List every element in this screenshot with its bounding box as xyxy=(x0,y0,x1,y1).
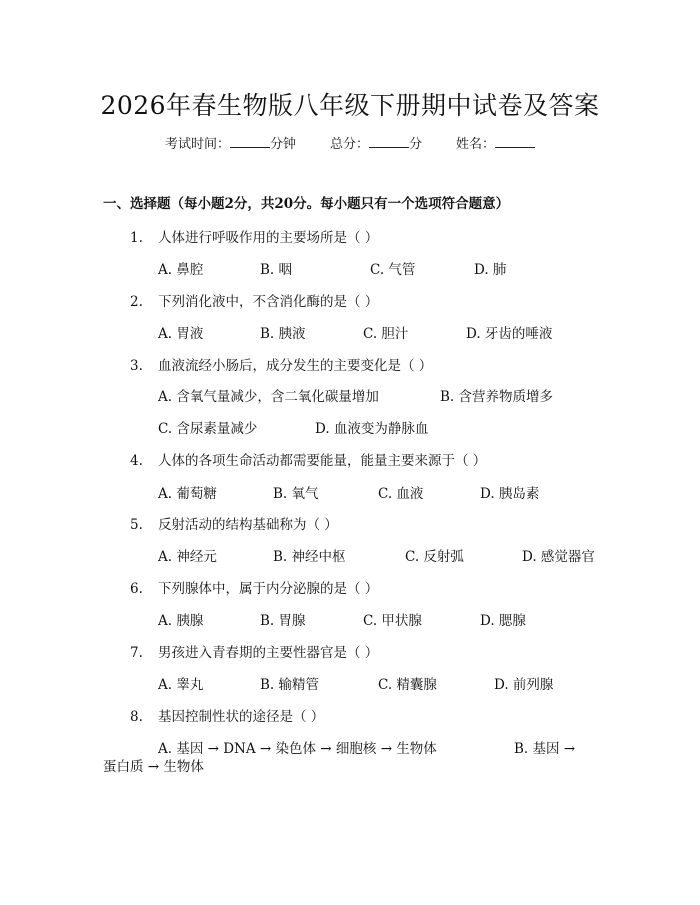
question-4 xyxy=(130,449,486,469)
question-8 xyxy=(130,705,324,725)
score-label: 总分： xyxy=(329,137,369,152)
option-a: A. 睾丸 xyxy=(158,677,204,693)
page-title: 2026年春生物版八年级下册期中试卷及答案 xyxy=(100,91,600,120)
option-d: D. 胰岛素 xyxy=(480,486,540,502)
question-text: 基因控制性状的途径是（ ） xyxy=(158,709,325,725)
question-text: 反射活动的结构基础称为（ ） xyxy=(158,517,338,533)
option-c: C. 血液 xyxy=(378,486,424,502)
exam-meta-line xyxy=(0,133,700,152)
option-d: D. 感觉器官 xyxy=(522,549,595,565)
name-blank xyxy=(495,135,535,148)
option-a: A. 神经元 xyxy=(158,549,217,565)
option-a: A. 胰腺 xyxy=(158,613,204,629)
question-number: 6. xyxy=(130,581,143,597)
option-b: B. 输精管 xyxy=(260,677,320,693)
option-c: C. 精囊腺 xyxy=(378,677,437,693)
option-c: C. 气管 xyxy=(370,262,416,278)
option-b: B. 胃腺 xyxy=(260,613,306,629)
question-text: 人体进行呼吸作用的主要场所是（ ） xyxy=(158,230,379,246)
option-a: A. 胃液 xyxy=(158,326,204,342)
option-d: D. 肺 xyxy=(474,262,507,278)
option-a: A. 鼻腔 xyxy=(158,262,204,278)
time-unit: 分钟 xyxy=(269,137,296,152)
question-7 xyxy=(130,641,378,661)
option-c: C. 胆汁 xyxy=(363,326,409,342)
option-b: B. 胰液 xyxy=(260,326,306,342)
option-b: B. 含营养物质增多 xyxy=(440,389,554,405)
score-blank xyxy=(369,135,409,148)
question-number: 7. xyxy=(130,645,143,661)
option-c: C. 反射弧 xyxy=(405,549,464,565)
option-c: C. 甲状腺 xyxy=(363,613,422,629)
question-number: 4. xyxy=(130,453,143,469)
option-a: A. 基因 → DNA → 染色体 → 细胞核 → 生物体 xyxy=(158,741,437,757)
question-number: 2. xyxy=(130,294,143,310)
question-1 xyxy=(130,226,378,246)
option-d: D. 牙齿的唾液 xyxy=(466,326,553,342)
option-b-continued: 蛋白质 → 生物体 xyxy=(103,759,204,775)
option-b: B. 神经中枢 xyxy=(273,549,346,565)
question-text: 人体的各项生命活动都需要能量，能量主要来源于（ ） xyxy=(158,453,487,469)
option-a: A. 葡萄糖 xyxy=(158,486,217,502)
question-text: 下列消化液中，不含消化酶的是（ ） xyxy=(158,294,379,310)
question-number: 1. xyxy=(130,230,143,246)
time-label: 考试时间： xyxy=(164,137,230,152)
name-label: 姓名： xyxy=(456,137,496,152)
question-3 xyxy=(130,354,432,374)
question-number: 5. xyxy=(130,517,143,533)
question-6 xyxy=(130,577,378,597)
option-b: B. 氧气 xyxy=(273,486,319,502)
time-blank xyxy=(230,135,270,148)
question-text: 男孩进入青春期的主要性器官是（ ） xyxy=(158,645,379,661)
question-text: 血液流经小肠后，成分发生的主要变化是（ ） xyxy=(158,358,433,374)
question-5 xyxy=(130,513,338,533)
question-number: 3. xyxy=(130,358,143,374)
question-2 xyxy=(130,290,378,310)
option-c: C. 含尿素量减少 xyxy=(158,421,258,437)
option-d: D. 血液变为静脉血 xyxy=(315,421,429,437)
question-number: 8. xyxy=(130,709,143,725)
option-d: D. 腮腺 xyxy=(480,613,526,629)
option-b: B. 基因 → xyxy=(514,741,576,757)
section-heading: 一、选择题（每小题2分，共20分。每小题只有一个选项符合题意） xyxy=(103,196,510,212)
option-a: A. 含氧气量减少，含二氧化碳量增加 xyxy=(158,389,379,405)
option-b: B. 咽 xyxy=(260,262,293,278)
score-unit: 分 xyxy=(409,137,423,152)
question-text: 下列腺体中，属于内分泌腺的是（ ） xyxy=(158,581,379,597)
option-d: D. 前列腺 xyxy=(494,677,554,693)
